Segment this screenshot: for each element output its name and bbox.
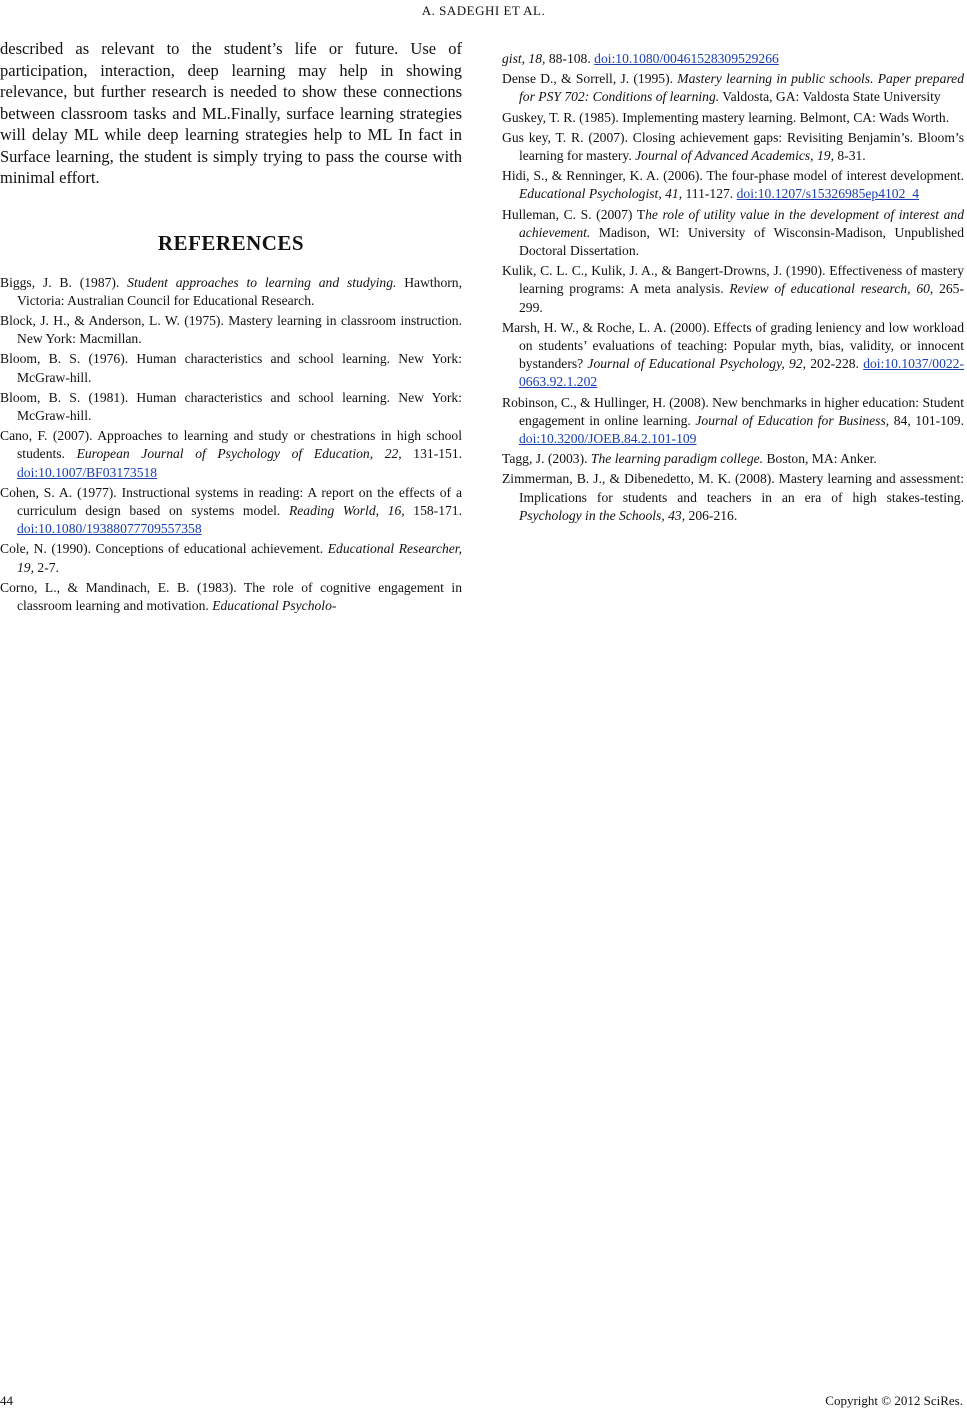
reference-entry (502, 129, 964, 165)
reference-entry (0, 427, 462, 482)
reference-text: Hulleman, C. S. (2007) T (502, 206, 646, 222)
reference-text: Gus key, T. R. (2007). Closing achievement gaps: Revisiting Benjamin’s. Bloom’s learning for mastery. (502, 129, 964, 164)
running-head: A. SADEGHI ET AL. (421, 3, 546, 18)
reference-text: 2-7. (34, 559, 59, 575)
reference-italic: Student approaches to learning and studying. (127, 274, 397, 290)
reference-entry (502, 206, 964, 261)
doi-link[interactable]: doi:10.1007/BF03173518 (17, 464, 158, 480)
reference-entry (0, 484, 462, 539)
reference-text: Zimmerman, B. J., & Dibenedetto, M. K. (2008). Mastery learning and assessment: Implications for students and teachers in an era of high stakes-testing. (502, 471, 964, 505)
references-list-right (502, 50, 964, 525)
reference-italic: Educational Psycholo- (212, 597, 337, 613)
reference-entry (0, 579, 462, 615)
reference-text: Corno, L., & Mandinach, E. B. (1983). The role of cognitive engagement in classroom learning and motivation. (0, 579, 462, 613)
reference-italic: Educational Psychologist, 41, (519, 186, 683, 202)
reference-entry (502, 470, 964, 525)
reference-text: Bloom, B. S. (1981). Human characteristics and school learning. New York: McGraw-hill. (0, 389, 462, 423)
left-column (0, 38, 462, 617)
reference-entry (0, 312, 462, 348)
page-number: 44 (0, 1393, 13, 1408)
reference-text: 8-31. (833, 148, 866, 164)
reference-italic: The learning paradigm college. (590, 451, 764, 467)
reference-text: Bloom, B. S. (1976). Human characteristics and school learning. New York: McGraw-hill. (0, 351, 462, 385)
reference-text: Kulik, C. L. C., Kulik, J. A., & Bangert-Drowns, J. (1990). Effectiveness of mastery learning programs: A meta analysis. (502, 263, 964, 297)
reference-text: 131-151. (401, 446, 463, 462)
reference-text: Guskey, T. R. (1985). Implementing mastery learning. Belmont, CA: Wads Worth. (502, 109, 950, 125)
reference-text: Robinson, C., & Hullinger, H. (2008). New benchmarks in higher education: Student engagement in online learning. (502, 394, 964, 428)
reference-italic: Journal of Educational Psychology, 92 (587, 356, 803, 372)
doi-link[interactable]: doi:10.3200/JOEB.84.2.101-109 (519, 431, 697, 447)
reference-entry (502, 319, 964, 392)
reference-entry (502, 262, 964, 317)
reference-text: Biggs, J. B. (1987). (0, 274, 128, 290)
reference-entry (0, 350, 462, 386)
reference-entry (0, 389, 462, 425)
reference-text: , 202-228. (802, 356, 864, 372)
reference-entry (502, 167, 964, 203)
reference-italic: Mastery learning in public schools. Paper prepared for PSY 702: Conditions of learning. (519, 71, 964, 105)
reference-text: Hawthorn, Victoria: Australian Council for Educational Research. (17, 274, 462, 308)
copyright-notice: Copyright © 2012 SciRes. (825, 1393, 963, 1408)
reference-text: Valdosta, GA: Valdosta State University (719, 89, 941, 105)
reference-italic: Reading World, 16, (288, 502, 405, 518)
references-heading: REFERENCES (157, 230, 305, 255)
reference-italic: Educational Researcher, 19, (17, 541, 462, 575)
reference-entry (502, 109, 964, 127)
reference-text: Marsh, H. W., & Roche, L. A. (2000). Effects of grading leniency and low workload on students’ evaluations of teaching: Popular myth, bias, validity, or innocent bystanders? (502, 319, 964, 372)
reference-entry (0, 274, 462, 310)
right-column (502, 50, 964, 527)
reference-text: Block, J. H., & Anderson, L. W. (1975). Mastery learning in classroom instruction. New York: Macmillan. (0, 312, 462, 347)
reference-italic: European Journal of Psychology of Education, 22, (76, 446, 402, 462)
reference-text: 265-299. (519, 281, 964, 315)
doi-link[interactable]: doi:10.1080/00461528309529266 (594, 51, 779, 66)
doi-link[interactable]: doi:10.1207/s15326985ep4102_4 (736, 186, 919, 202)
reference-italic: gist, 18, (502, 51, 546, 66)
doi-link[interactable]: doi:10.1037/0022-0663.92.1.202 (519, 356, 965, 390)
reference-italic: Journal of Education for Business (695, 412, 886, 428)
reference-text: Hidi, S., & Renninger, K. A. (2006). The four-phase model of interest development. (502, 168, 964, 184)
reference-italic: Journal of Advanced Academics, 19, (635, 148, 834, 164)
body-paragraph: described as relevant to the student’s life or future. Use of participation, interaction, deep learning may help in showing relevance, but further research is needed to show these connections between classroom tasks and ML.Finally, surface learning strategies will delay ML while deep learning strategies help to ML In fact in Surface learning, the student is simply trying to pass the course with minimal effort. (0, 39, 462, 187)
reference-text: 158-171. (404, 502, 463, 518)
reference-text: Cole, N. (1990). Conceptions of educational achievement. (0, 541, 328, 557)
reference-italic: Psychology in the Schools, 43, (519, 507, 686, 523)
reference-text: , 84, 101-109. (885, 412, 964, 428)
reference-text: Cano, F. (2007). Approaches to learning and study or chestrations in high school students. (0, 428, 462, 462)
reference-entry (0, 540, 462, 576)
reference-entry (502, 394, 964, 449)
reference-entry (502, 450, 964, 468)
references-list-left (0, 274, 462, 616)
doi-link[interactable]: doi:10.1080/19388077709557358 (17, 521, 202, 537)
reference-italic: Review of educational research, 60, (729, 281, 934, 297)
reference-text: Tagg, J. (2003). (502, 451, 591, 467)
reference-text: 88-108. (545, 51, 595, 66)
reference-entry (502, 50, 964, 68)
reference-text: Dense D., & Sorrell, J. (1995). (502, 71, 678, 87)
reference-entry (502, 70, 964, 106)
reference-italic: he role of utility value in the development of interest and achievement. (519, 206, 964, 240)
reference-text: Boston, MA: Anker. (763, 451, 877, 467)
reference-text: Cohen, S. A. (1977). Instructional systems in reading: A report on the effects of a curriculum design based on systems model. (0, 484, 462, 518)
reference-text: Madison, WI: University of Wisconsin-Madison, Unpublished Doctoral Dissertation. (519, 224, 964, 259)
reference-text: 206-216. (685, 507, 738, 523)
reference-text: 111-127. (682, 186, 737, 202)
